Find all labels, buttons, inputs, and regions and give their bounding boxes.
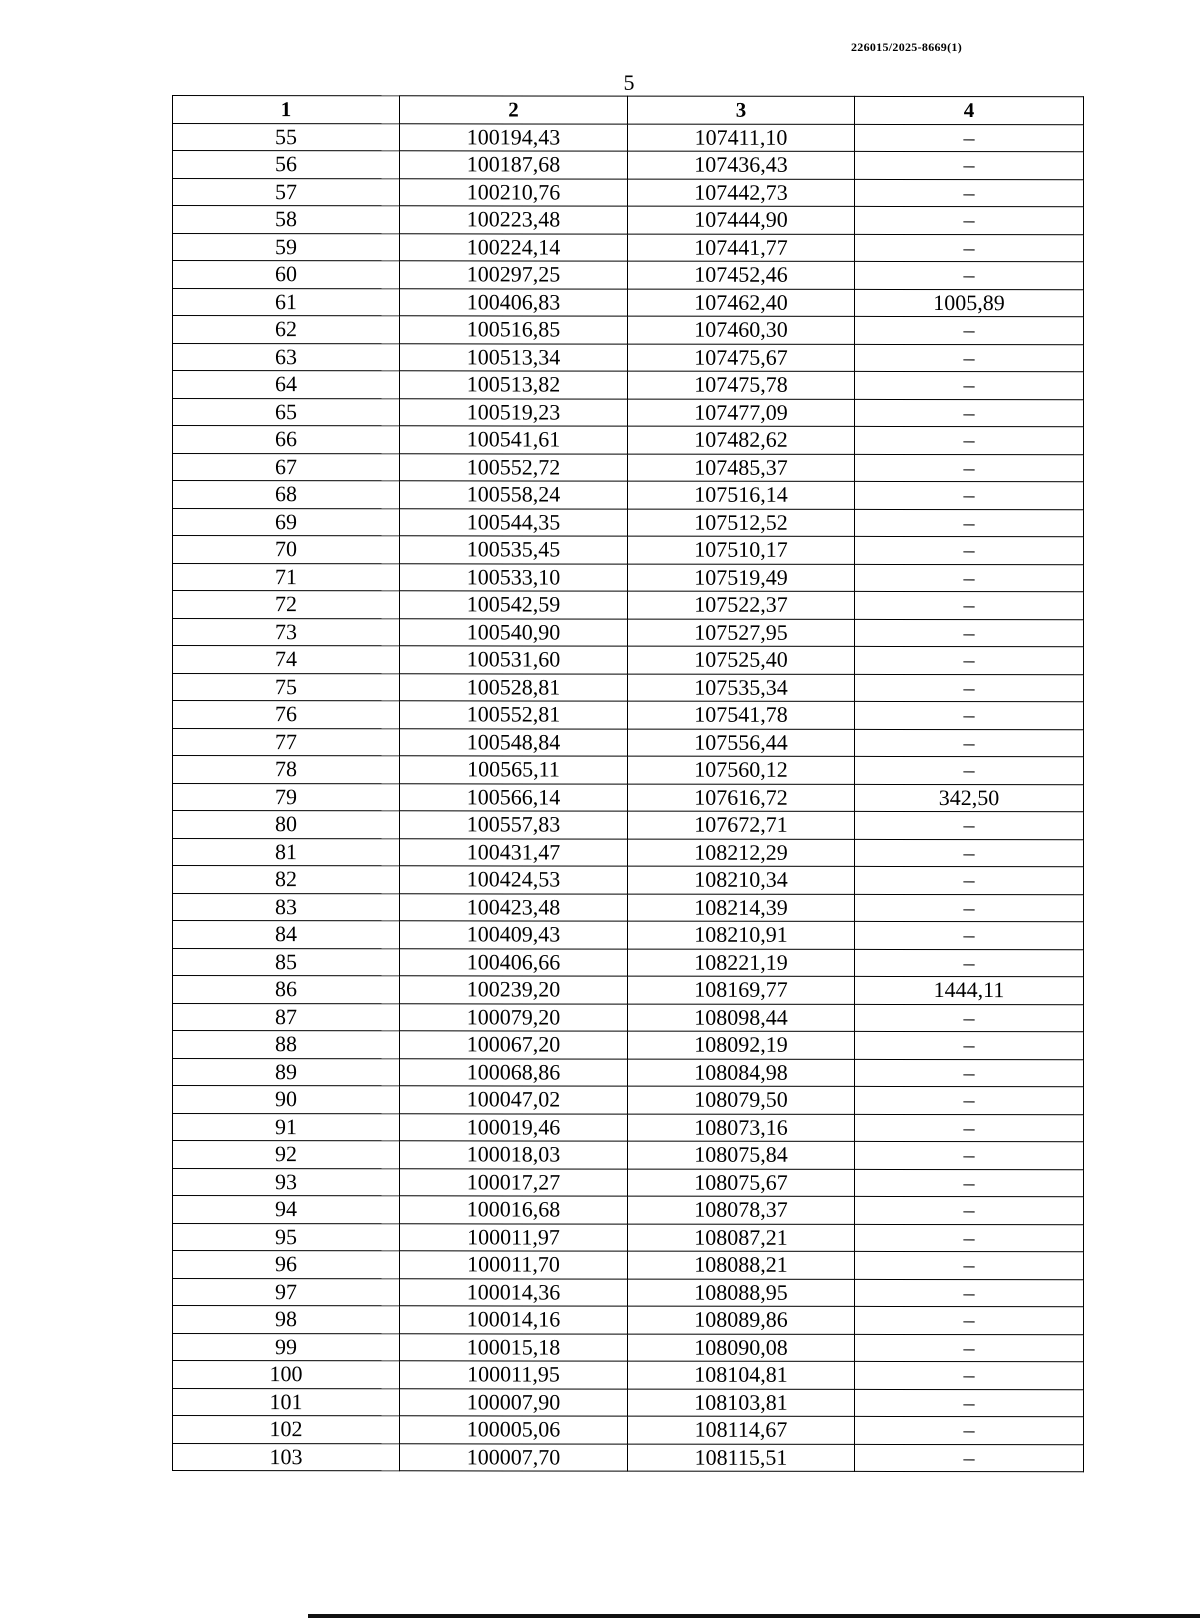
table-row <box>173 948 1084 977</box>
y-coordinate-cell: 107560,12 <box>628 756 855 784</box>
point-number-cell: 99 <box>173 1333 400 1361</box>
y-coordinate-cell: 107527,95 <box>628 619 855 647</box>
length-cell: – <box>855 371 1084 399</box>
length-cell: – <box>855 509 1084 537</box>
length-cell: – <box>855 1279 1084 1307</box>
y-coordinate-cell: 107485,37 <box>628 454 855 482</box>
table-row <box>173 343 1084 372</box>
point-number-cell: 82 <box>173 866 400 894</box>
length-cell: – <box>855 454 1084 482</box>
point-number-cell: 76 <box>173 701 400 729</box>
table-row <box>173 1251 1084 1280</box>
point-number-cell: 59 <box>173 233 400 261</box>
point-number-cell: 65 <box>173 398 400 426</box>
point-number-cell: 57 <box>173 178 400 206</box>
length-cell: – <box>855 646 1084 674</box>
table-row <box>173 398 1084 427</box>
x-coordinate-cell: 100011,70 <box>400 1251 628 1279</box>
x-coordinate-cell: 100011,95 <box>400 1361 628 1389</box>
bottom-rule <box>308 1614 1200 1618</box>
x-coordinate-cell: 100531,60 <box>400 646 628 674</box>
table-row <box>173 563 1084 592</box>
length-cell: 342,50 <box>855 784 1084 812</box>
y-coordinate-cell: 107436,43 <box>628 151 855 179</box>
table-row <box>173 151 1084 180</box>
point-number-cell: 86 <box>173 976 400 1004</box>
point-number-cell: 73 <box>173 618 400 646</box>
length-cell: – <box>855 206 1084 234</box>
x-coordinate-cell: 100187,68 <box>400 151 628 179</box>
table-row <box>173 1333 1084 1362</box>
table-row <box>173 206 1084 235</box>
point-number-cell: 93 <box>173 1168 400 1196</box>
point-number-cell: 98 <box>173 1306 400 1334</box>
point-number-cell: 67 <box>173 453 400 481</box>
document-id: 226015/2025-8669(1) <box>850 40 962 54</box>
y-coordinate-cell: 108087,21 <box>628 1224 855 1252</box>
length-cell: – <box>855 1031 1084 1059</box>
table-header <box>173 96 1084 125</box>
length-cell: – <box>855 1416 1084 1444</box>
x-coordinate-cell: 100019,46 <box>400 1113 628 1141</box>
y-coordinate-cell: 108090,08 <box>628 1334 855 1362</box>
y-coordinate-cell: 108169,77 <box>628 976 855 1004</box>
table-row <box>173 426 1084 455</box>
table-row <box>173 481 1084 510</box>
length-cell: – <box>855 344 1084 372</box>
column-header: 3 <box>628 96 855 124</box>
length-cell: – <box>855 261 1084 289</box>
length-cell: – <box>855 866 1084 894</box>
y-coordinate-cell: 107460,30 <box>628 316 855 344</box>
x-coordinate-cell: 100018,03 <box>400 1141 628 1169</box>
point-number-cell: 95 <box>173 1223 400 1251</box>
length-cell: – <box>855 399 1084 427</box>
header-row <box>173 96 1084 125</box>
x-coordinate-cell: 100409,43 <box>400 921 628 949</box>
y-coordinate-cell: 108088,95 <box>628 1279 855 1307</box>
point-number-cell: 101 <box>173 1388 400 1416</box>
x-coordinate-cell: 100541,61 <box>400 426 628 454</box>
x-coordinate-cell: 100542,59 <box>400 591 628 619</box>
y-coordinate-cell: 108104,81 <box>628 1361 855 1389</box>
x-coordinate-cell: 100566,14 <box>400 783 628 811</box>
point-number-cell: 100 <box>173 1361 400 1389</box>
table-row <box>173 536 1084 565</box>
x-coordinate-cell: 100224,14 <box>400 233 628 261</box>
x-coordinate-cell: 100423,48 <box>400 893 628 921</box>
y-coordinate-cell: 108075,67 <box>628 1169 855 1197</box>
length-cell: – <box>855 1086 1084 1114</box>
x-coordinate-cell: 100528,81 <box>400 673 628 701</box>
x-coordinate-cell: 100552,81 <box>400 701 628 729</box>
length-cell: – <box>855 1114 1084 1142</box>
x-coordinate-cell: 100005,06 <box>400 1416 628 1444</box>
length-cell: – <box>855 564 1084 592</box>
length-cell: – <box>855 536 1084 564</box>
length-cell: – <box>855 1141 1084 1169</box>
length-cell: – <box>855 1306 1084 1334</box>
point-number-cell: 89 <box>173 1058 400 1086</box>
table-row <box>173 921 1084 950</box>
y-coordinate-cell: 107525,40 <box>628 646 855 674</box>
length-cell: – <box>855 179 1084 207</box>
length-cell: – <box>855 1059 1084 1087</box>
point-number-cell: 62 <box>173 316 400 344</box>
length-cell: – <box>855 151 1084 179</box>
length-cell: – <box>855 894 1084 922</box>
point-number-cell: 90 <box>173 1086 400 1114</box>
y-coordinate-cell: 107672,71 <box>628 811 855 839</box>
length-cell: – <box>855 921 1084 949</box>
table-row <box>173 288 1084 317</box>
y-coordinate-cell: 107535,34 <box>628 674 855 702</box>
table-row <box>173 1141 1084 1170</box>
length-cell: – <box>855 839 1084 867</box>
point-number-cell: 60 <box>173 261 400 289</box>
x-coordinate-cell: 100406,66 <box>400 948 628 976</box>
length-cell: – <box>855 1334 1084 1362</box>
length-cell: – <box>855 1196 1084 1224</box>
table-row <box>173 1361 1084 1390</box>
point-number-cell: 81 <box>173 838 400 866</box>
point-number-cell: 61 <box>173 288 400 316</box>
x-coordinate-cell: 100079,20 <box>400 1003 628 1031</box>
point-number-cell: 69 <box>173 508 400 536</box>
y-coordinate-cell: 108210,34 <box>628 866 855 894</box>
y-coordinate-cell: 107411,10 <box>628 124 855 152</box>
x-coordinate-cell: 100007,70 <box>400 1443 628 1471</box>
point-number-cell: 74 <box>173 646 400 674</box>
table-row <box>173 371 1084 400</box>
x-coordinate-cell: 100431,47 <box>400 838 628 866</box>
point-number-cell: 91 <box>173 1113 400 1141</box>
length-cell: 1444,11 <box>855 976 1084 1004</box>
point-number-cell: 70 <box>173 536 400 564</box>
x-coordinate-cell: 100017,27 <box>400 1168 628 1196</box>
table-row <box>173 1416 1084 1445</box>
y-coordinate-cell: 107516,14 <box>628 481 855 509</box>
y-coordinate-cell: 108073,16 <box>628 1114 855 1142</box>
y-coordinate-cell: 108079,50 <box>628 1086 855 1114</box>
point-number-cell: 79 <box>173 783 400 811</box>
x-coordinate-cell: 100544,35 <box>400 508 628 536</box>
x-coordinate-cell: 100540,90 <box>400 618 628 646</box>
length-cell: – <box>855 1361 1084 1389</box>
table-row <box>173 1388 1084 1417</box>
length-cell: – <box>855 619 1084 647</box>
point-number-cell: 71 <box>173 563 400 591</box>
x-coordinate-cell: 100565,11 <box>400 756 628 784</box>
point-number-cell: 68 <box>173 481 400 509</box>
point-number-cell: 80 <box>173 811 400 839</box>
x-coordinate-cell: 100535,45 <box>400 536 628 564</box>
x-coordinate-cell: 100513,82 <box>400 371 628 399</box>
point-number-cell: 55 <box>173 123 400 151</box>
x-coordinate-cell: 100513,34 <box>400 343 628 371</box>
y-coordinate-cell: 107442,73 <box>628 179 855 207</box>
x-coordinate-cell: 100223,48 <box>400 206 628 234</box>
length-cell: – <box>855 591 1084 619</box>
y-coordinate-cell: 108210,91 <box>628 921 855 949</box>
column-header: 1 <box>173 96 400 124</box>
x-coordinate-cell: 100007,90 <box>400 1388 628 1416</box>
point-number-cell: 63 <box>173 343 400 371</box>
table-row <box>173 618 1084 647</box>
table-row <box>173 976 1084 1005</box>
length-cell: – <box>855 756 1084 784</box>
page-number: 5 <box>623 70 635 95</box>
x-coordinate-cell: 100558,24 <box>400 481 628 509</box>
x-coordinate-cell: 100557,83 <box>400 811 628 839</box>
length-cell: – <box>855 674 1084 702</box>
length-cell: – <box>855 316 1084 344</box>
y-coordinate-cell: 107519,49 <box>628 564 855 592</box>
point-number-cell: 94 <box>173 1196 400 1224</box>
table-row <box>173 811 1084 840</box>
y-coordinate-cell: 107512,52 <box>628 509 855 537</box>
y-coordinate-cell: 108098,44 <box>628 1004 855 1032</box>
x-coordinate-cell: 100519,23 <box>400 398 628 426</box>
table-row <box>173 838 1084 867</box>
y-coordinate-cell: 107475,67 <box>628 344 855 372</box>
x-coordinate-cell: 100068,86 <box>400 1058 628 1086</box>
x-coordinate-cell: 100297,25 <box>400 261 628 289</box>
table-row <box>173 1168 1084 1197</box>
table-row <box>173 591 1084 620</box>
x-coordinate-cell: 100194,43 <box>400 123 628 151</box>
y-coordinate-cell: 108103,81 <box>628 1389 855 1417</box>
table-row <box>173 673 1084 702</box>
x-coordinate-cell: 100067,20 <box>400 1031 628 1059</box>
y-coordinate-cell: 108078,37 <box>628 1196 855 1224</box>
table-row <box>173 893 1084 922</box>
table-row <box>173 1058 1084 1087</box>
length-cell: – <box>855 811 1084 839</box>
y-coordinate-cell: 108092,19 <box>628 1031 855 1059</box>
y-coordinate-cell: 107462,40 <box>628 289 855 317</box>
x-coordinate-cell: 100016,68 <box>400 1196 628 1224</box>
point-number-cell: 66 <box>173 426 400 454</box>
x-coordinate-cell: 100210,76 <box>400 178 628 206</box>
column-header: 4 <box>855 96 1084 124</box>
y-coordinate-cell: 108088,21 <box>628 1251 855 1279</box>
y-coordinate-cell: 108089,86 <box>628 1306 855 1334</box>
table-row <box>173 866 1084 895</box>
length-cell: – <box>855 1251 1084 1279</box>
table-body <box>173 123 1084 1472</box>
length-cell: – <box>855 481 1084 509</box>
y-coordinate-cell: 107510,17 <box>628 536 855 564</box>
table-row <box>173 1443 1084 1472</box>
x-coordinate-cell: 100424,53 <box>400 866 628 894</box>
y-coordinate-cell: 107541,78 <box>628 701 855 729</box>
table-row <box>173 1306 1084 1335</box>
y-coordinate-cell: 108084,98 <box>628 1059 855 1087</box>
x-coordinate-cell: 100533,10 <box>400 563 628 591</box>
point-number-cell: 97 <box>173 1278 400 1306</box>
point-number-cell: 103 <box>173 1443 400 1471</box>
table-row <box>173 1113 1084 1142</box>
table-row <box>173 783 1084 812</box>
x-coordinate-cell: 100015,18 <box>400 1333 628 1361</box>
x-coordinate-cell: 100014,16 <box>400 1306 628 1334</box>
table-row <box>173 453 1084 482</box>
point-number-cell: 87 <box>173 1003 400 1031</box>
table-row <box>173 1086 1084 1115</box>
table-row <box>173 756 1084 785</box>
y-coordinate-cell: 107477,09 <box>628 399 855 427</box>
table-row <box>173 701 1084 730</box>
length-cell: – <box>855 1004 1084 1032</box>
y-coordinate-cell: 107452,46 <box>628 261 855 289</box>
x-coordinate-cell: 100406,83 <box>400 288 628 316</box>
length-cell: – <box>855 701 1084 729</box>
point-number-cell: 83 <box>173 893 400 921</box>
table-row <box>173 261 1084 290</box>
x-coordinate-cell: 100011,97 <box>400 1223 628 1251</box>
table-row <box>173 178 1084 207</box>
point-number-cell: 102 <box>173 1416 400 1444</box>
point-number-cell: 88 <box>173 1031 400 1059</box>
table-row <box>173 728 1084 757</box>
point-number-cell: 77 <box>173 728 400 756</box>
length-cell: – <box>855 1389 1084 1417</box>
y-coordinate-cell: 108221,19 <box>628 949 855 977</box>
length-cell: – <box>855 234 1084 262</box>
length-cell: – <box>855 124 1084 152</box>
table-row <box>173 1031 1084 1060</box>
length-cell: 1005,89 <box>855 289 1084 317</box>
length-cell: – <box>855 1444 1084 1472</box>
length-cell: – <box>855 729 1084 757</box>
point-number-cell: 92 <box>173 1141 400 1169</box>
y-coordinate-cell: 107444,90 <box>628 206 855 234</box>
table-row <box>173 1003 1084 1032</box>
y-coordinate-cell: 108115,51 <box>628 1444 855 1472</box>
point-number-cell: 72 <box>173 591 400 619</box>
y-coordinate-cell: 108212,29 <box>628 839 855 867</box>
table-row <box>173 646 1084 675</box>
x-coordinate-cell: 100014,36 <box>400 1278 628 1306</box>
column-header: 2 <box>400 96 628 124</box>
length-cell: – <box>855 1224 1084 1252</box>
y-coordinate-cell: 108075,84 <box>628 1141 855 1169</box>
x-coordinate-cell: 100047,02 <box>400 1086 628 1114</box>
point-number-cell: 64 <box>173 371 400 399</box>
length-cell: – <box>855 426 1084 454</box>
coordinates-table <box>172 95 1084 1472</box>
y-coordinate-cell: 107441,77 <box>628 234 855 262</box>
table-row <box>173 1278 1084 1307</box>
table-row <box>173 316 1084 345</box>
y-coordinate-cell: 108214,39 <box>628 894 855 922</box>
x-coordinate-cell: 100516,85 <box>400 316 628 344</box>
length-cell: – <box>855 949 1084 977</box>
point-number-cell: 85 <box>173 948 400 976</box>
y-coordinate-cell: 107616,72 <box>628 784 855 812</box>
x-coordinate-cell: 100239,20 <box>400 976 628 1004</box>
table-row <box>173 508 1084 537</box>
table-row <box>173 1223 1084 1252</box>
table-row <box>173 123 1084 152</box>
y-coordinate-cell: 107556,44 <box>628 729 855 757</box>
table-row <box>173 233 1084 262</box>
x-coordinate-cell: 100548,84 <box>400 728 628 756</box>
x-coordinate-cell: 100552,72 <box>400 453 628 481</box>
table-row <box>173 1196 1084 1225</box>
y-coordinate-cell: 107522,37 <box>628 591 855 619</box>
y-coordinate-cell: 107482,62 <box>628 426 855 454</box>
point-number-cell: 84 <box>173 921 400 949</box>
point-number-cell: 78 <box>173 756 400 784</box>
length-cell: – <box>855 1169 1084 1197</box>
point-number-cell: 75 <box>173 673 400 701</box>
y-coordinate-cell: 107475,78 <box>628 371 855 399</box>
point-number-cell: 56 <box>173 151 400 179</box>
point-number-cell: 96 <box>173 1251 400 1279</box>
y-coordinate-cell: 108114,67 <box>628 1416 855 1444</box>
point-number-cell: 58 <box>173 206 400 234</box>
